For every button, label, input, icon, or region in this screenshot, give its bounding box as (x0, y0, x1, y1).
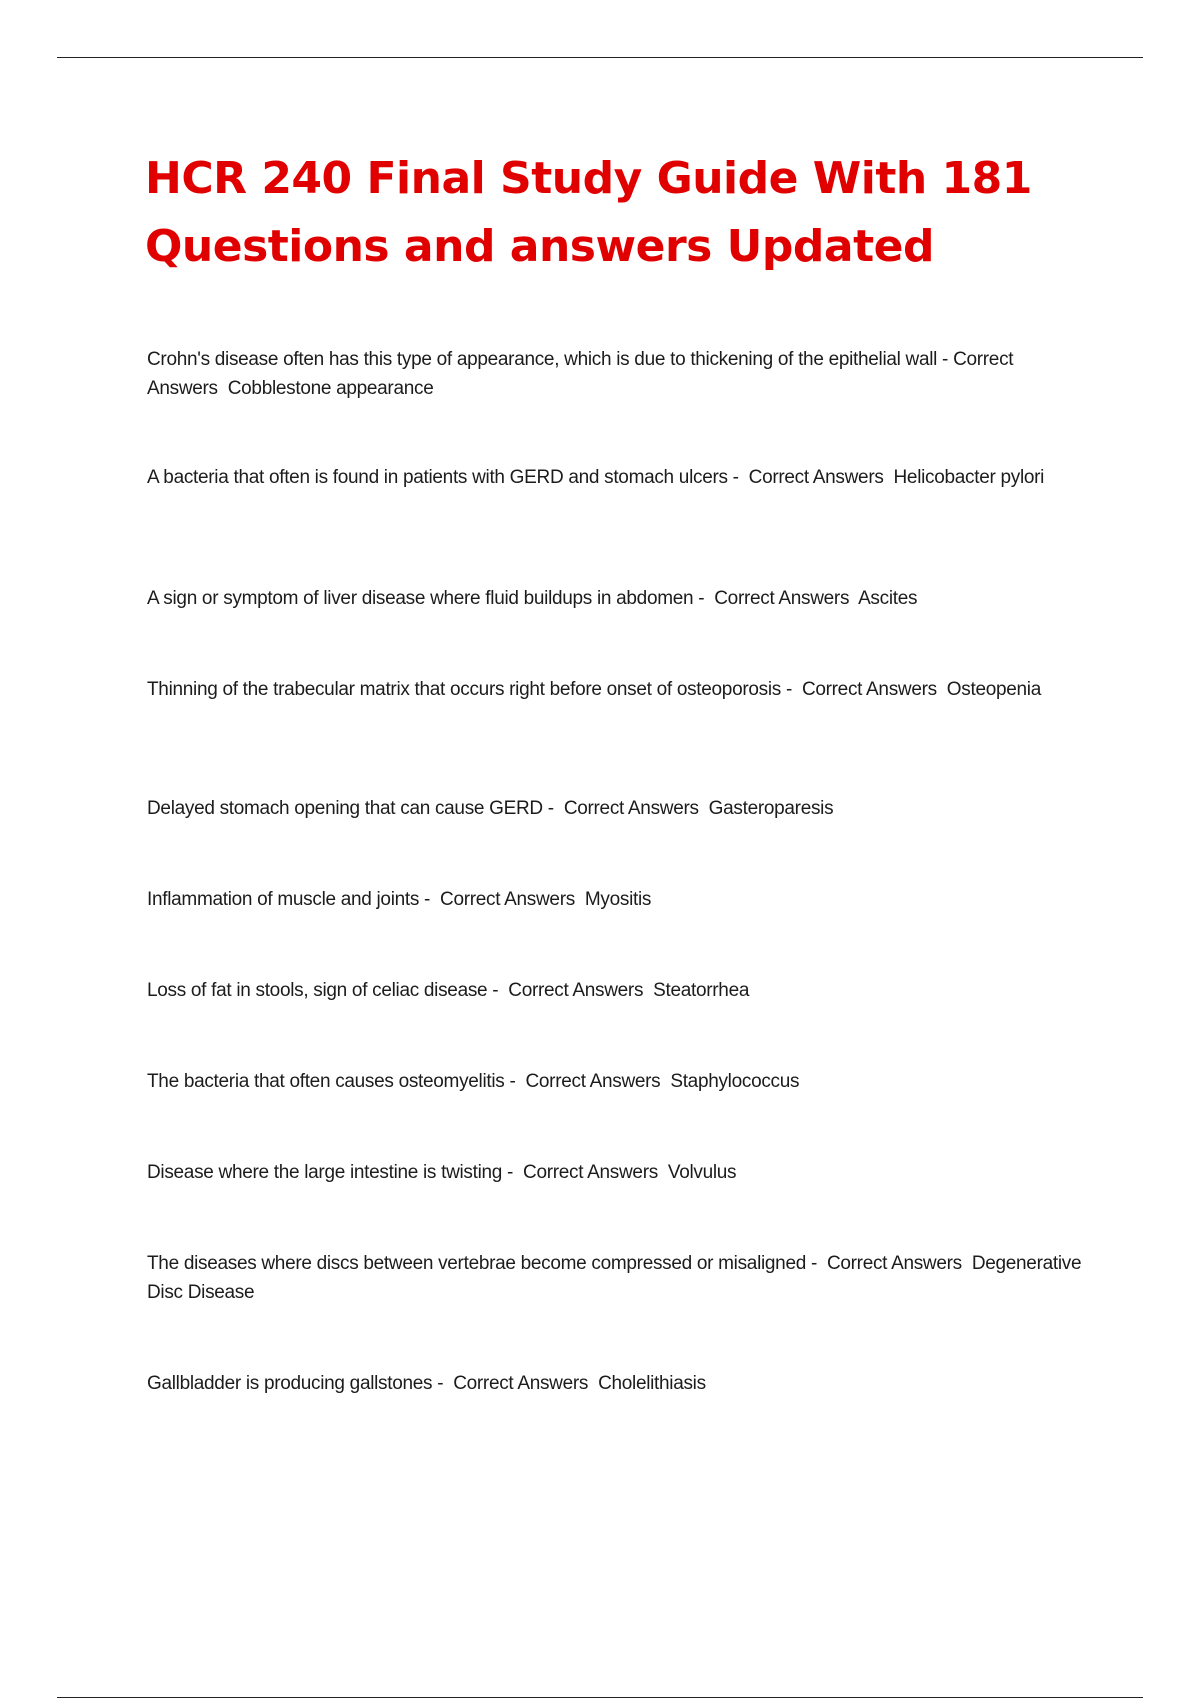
answer-text: Steatorrhea (653, 980, 750, 1001)
answer-label: Correct Answers (826, 1253, 962, 1274)
qa-item-5 (147, 794, 1087, 823)
question-text: Thinning of the trabecular matrix that occurs right before onset of osteoporosis - (147, 679, 792, 700)
document-title: HCR 240 Final Study Guide With 181 Questions and answers Updated (145, 153, 1032, 272)
answer-label: Correct Answers (748, 467, 884, 488)
answer-text: Helicobacter pylori (893, 467, 1045, 488)
question-text: Gallbladder is producing gallstones - (147, 1373, 444, 1394)
question-text: Crohn's disease often has this type of appearance, which is due to thickening of the epithelial wall - (147, 349, 949, 370)
answer-text: Degenerative Disc Disease (147, 1253, 1082, 1303)
qa-item-11 (147, 1369, 1087, 1398)
qa-item-3 (147, 584, 1087, 613)
answer-label: Correct Answers (147, 349, 1014, 399)
answer-text: Myositis (584, 889, 652, 910)
answer-text: Osteopenia (946, 679, 1041, 700)
answer-label: Correct Answers (714, 588, 850, 609)
qa-item-6 (147, 885, 1087, 914)
answer-text: Cobblestone appearance (227, 378, 434, 399)
question-text: A bacteria that often is found in patients with GERD and stomach ulcers - (147, 467, 739, 488)
question-text: Loss of fat in stools, sign of celiac disease - (147, 980, 499, 1001)
question-text: The bacteria that often causes osteomyelitis - (147, 1071, 516, 1092)
top-rule (57, 57, 1143, 58)
answer-label: Correct Answers (440, 889, 575, 910)
question-text: A sign or symptom of liver disease where fluid buildups in abdomen - (147, 588, 705, 609)
answer-label: Correct Answers (508, 980, 644, 1001)
qa-item-4 (147, 675, 1087, 704)
answer-label: Correct Answers (453, 1373, 589, 1394)
qa-item-7 (147, 976, 1087, 1005)
qa-item-10 (147, 1249, 1087, 1307)
qa-item-2 (147, 463, 1087, 492)
qa-item-9 (147, 1158, 1087, 1187)
answer-text: Staphylococcus (670, 1071, 800, 1092)
qa-item-8 (147, 1067, 1087, 1096)
question-text: Disease where the large intestine is twisting - (147, 1162, 514, 1183)
answer-text: Gasteroparesis (708, 798, 834, 819)
answer-text: Volvulus (667, 1162, 737, 1183)
question-text: The diseases where discs between vertebrae become compressed or misaligned - (147, 1253, 817, 1274)
answer-label: Correct Answers (523, 1162, 658, 1183)
answer-text: Cholelithiasis (598, 1373, 706, 1394)
answer-label: Correct Answers (801, 679, 937, 700)
answer-text: Ascites (858, 588, 918, 609)
bottom-rule (57, 1697, 1143, 1698)
question-text: Delayed stomach opening that can cause GERD - (147, 798, 554, 819)
question-text: Inflammation of muscle and joints - (147, 889, 431, 910)
qa-item-1 (147, 345, 1087, 403)
answer-label: Correct Answers (525, 1071, 661, 1092)
answer-label: Correct Answers (563, 798, 699, 819)
